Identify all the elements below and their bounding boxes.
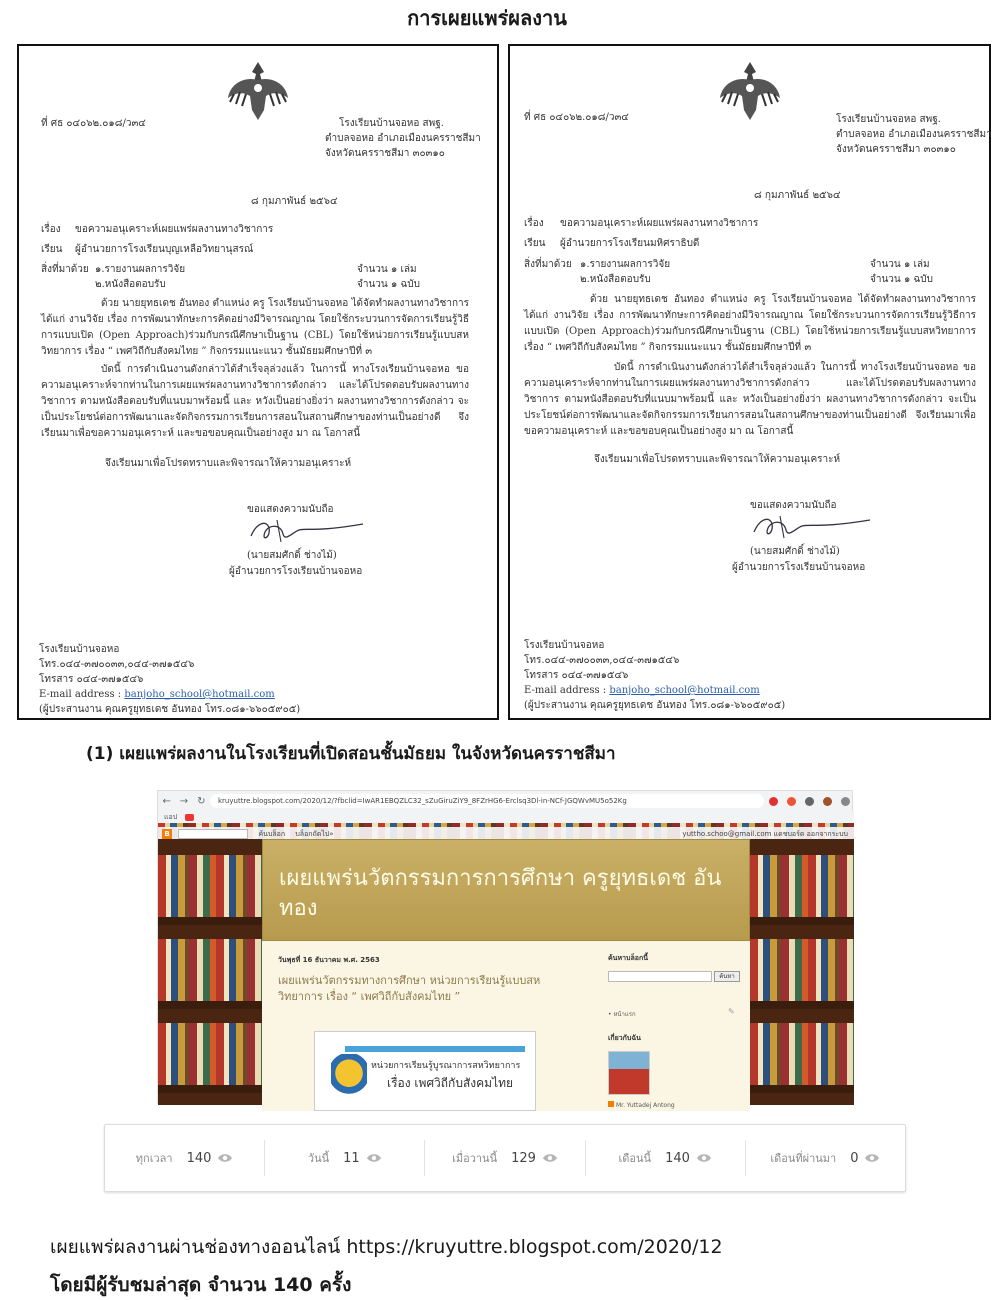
eye-icon <box>864 1153 880 1163</box>
post-image[interactable] <box>314 1031 536 1111</box>
enclosure-1: ๑.รายงานผลการวิจัย <box>580 259 671 270</box>
subject-label: เรื่อง <box>41 224 61 235</box>
body-paragraph-2: บัดนี้ การดำเนินงานดังกล่าวได้สำเร็จลุล่วงแล้ว ในการนี้ ทางโรงเรียนบ้านจอหอ ขอความอนุเคราะห์จากท่านในการเผยแพร่ผลงานทางวิชาการดังกล่าว และได้โปรดตอบรับผลงานทางวิชาการ ตามหนังสือตอบรับที่แนบมาพร้อมนี้ และ หวังเป็นอย่างยิ่งว่า ผลงานทางวิชาการดังกล่าว จะเป็นประโยชน์ต่อการพัฒนาและจัดกิจกรรมการเรียนการสอนในสถานศึกษาของท่านเป็นอย่างดี จึงเรียนมาเพื่อขอความอนุเคราะห์ และขอขอบคุณเป็นอย่างสูง มา ณ โอกาสนี้ <box>41 364 469 439</box>
browser-window <box>157 790 853 1109</box>
subject-label: เรื่อง <box>524 218 544 229</box>
address-bar[interactable]: kruyuttre.blogspot.com/2020/12/?fbclid=IwAR1EBQZLC32_sZuGiruZiY9_8FZrHG6-Erclsq3Dl-in-NCf-JGQWvMU5o52Kg <box>210 794 764 808</box>
signer-title: ผู้อำนวยการโรงเรียนบ้านจอหอ <box>732 562 866 573</box>
garuda-emblem-icon <box>716 58 784 126</box>
closing: ขอแสดงความนับถือ <box>247 504 334 515</box>
enclosure-1: ๑.รายงานผลการวิจัย <box>95 264 186 275</box>
post-date: วันพุธที่ 16 ธันวาคม พ.ศ. 2563 <box>278 956 380 964</box>
footer-fax: โทรสาร ๐๔๔-๓๗๑๕๔๖ <box>39 674 144 685</box>
bookshelf-left <box>158 839 262 1105</box>
stat-value: 140 <box>186 1150 212 1166</box>
stat-value: 0 <box>850 1150 859 1166</box>
stat-value: 129 <box>511 1150 536 1166</box>
eye-icon <box>217 1153 233 1163</box>
blog-title[interactable]: เผยแพร่นวัตกรรมการการศึกษา ครูยุทธเดช อันทอง <box>279 866 722 921</box>
to-label: เรียน <box>41 244 63 255</box>
footer-tel: โทร.๐๔๔-๓๗๐๐๓๓,๐๔๔-๓๗๑๕๔๖ <box>39 659 195 670</box>
post-title[interactable]: เผยแพร่นวัตกรรมทางการศึกษา หน่วยการเรียนรู้แบบสหวิทยาการ เรื่อง “ เพศวิถีกับสังคมไทย ” <box>278 974 541 1003</box>
menu-dots-icon[interactable] <box>841 797 850 806</box>
footer-view-count: โดยมีผู้รับชมล่าสุด จำนวน 140 ครั้ง <box>50 1274 352 1296</box>
blogger-dashboard-link[interactable]: แดชบอร์ด <box>773 830 805 838</box>
body-paragraph-3: จึงเรียนมาเพื่อโปรดทราบและพิจารณาให้ความอนุเคราะห์ <box>594 454 841 465</box>
blog-header <box>262 839 750 941</box>
blogger-search-button[interactable]: ค้นบล็อก <box>258 830 286 838</box>
footer-tel: โทร.๐๔๔-๓๗๐๐๓๓,๐๔๔-๓๗๑๕๔๖ <box>524 655 680 666</box>
reload-icon[interactable]: ↻ <box>197 795 206 807</box>
footer-email-link[interactable]: banjoho_school@hotmail.com <box>609 685 760 696</box>
blogger-search-input[interactable] <box>178 829 248 839</box>
browser-nav <box>158 796 210 807</box>
blogger-logout-link[interactable]: ออกจากระบบ <box>806 830 848 838</box>
stat-yesterday <box>425 1140 585 1176</box>
blog-body <box>262 941 750 1111</box>
profile-avatar-icon[interactable] <box>823 797 832 806</box>
subject-text: ขอความอนุเคราะห์เผยแพร่ผลงานทางวิชาการ <box>560 218 759 229</box>
blogger-logo-icon[interactable]: B <box>162 829 172 839</box>
bookshelf-right <box>750 839 854 1105</box>
bookmarks-bar <box>158 811 854 823</box>
enclosure-1-qty: จำนวน ๑ เล่ม <box>870 259 930 270</box>
wrench-icon[interactable]: ✎ <box>728 1007 735 1016</box>
post-image-line-1: หน่วยการเรียนรู้บูรณาการสหวิทยาการ <box>371 1061 521 1071</box>
body-paragraph-2: บัดนี้ การดำเนินงานดังกล่าวได้สำเร็จลุล่วงแล้ว ในการนี้ ทางโรงเรียนบ้านจอหอ ขอความอนุเคราะห์จากท่านในการเผยแพร่ผลงานทางวิชาการดังกล่าว และได้โปรดตอบรับผลงานทางวิชาการ ตามหนังสือตอบรับที่แนบมาพร้อมนี้ และ หวังเป็นอย่างยิ่งว่า ผลงานทางวิชาการดังกล่าว จะเป็นประโยชน์ต่อการพัฒนาและจัดกิจกรรมการเรียนการสอนในสถานศึกษาของท่านเป็นอย่างดี จึงเรียนมาเพื่อขอความอนุเคราะห์ และขอขอบคุณเป็นอย่างสูง มา ณ โอกาสนี้ <box>524 362 976 437</box>
signer-name: (นายสมศักดิ์ ช่างไม้) <box>750 546 840 557</box>
sidebar-search-input[interactable] <box>608 971 712 982</box>
stat-label: วันนี้ <box>307 1152 330 1165</box>
stat-all-time <box>105 1140 265 1176</box>
forward-icon[interactable]: → <box>179 795 189 807</box>
blog-viewport <box>158 823 854 1109</box>
caption-distribution-schools: (1) เผยแพร่ผลงานในโรงเรียนที่เปิดสอนชั้นมัธยม ในจังหวัดนครราชสีมา <box>86 744 616 764</box>
sidebar-profile-name[interactable]: Mr. Yuttadej Antong <box>608 1101 675 1109</box>
footer-coordinator: (ผู้ประสานงาน คุณครูยุทธเดช อันทอง โทร.๐๘๑-๖๖๐๕๙๐๕) <box>39 704 301 715</box>
eye-icon <box>366 1153 382 1163</box>
school-district: ตำบลจอหอ อำเภอเมืองนครราชสีมา <box>325 133 481 144</box>
footer-school: โรงเรียนบ้านจอหอ <box>524 640 605 651</box>
footer-email-row <box>39 687 275 702</box>
extension-icon[interactable] <box>787 797 796 806</box>
footer-coordinator: (ผู้ประสานงาน คุณครูยุทธเดช อันทอง โทร.๐๘๑-๖๖๐๕๙๐๕) <box>524 700 786 711</box>
profile-avatar[interactable] <box>608 1051 650 1095</box>
stat-label: เดือนที่ผ่านมา <box>770 1152 837 1165</box>
sidebar-search-button[interactable]: ค้นหา <box>714 971 740 982</box>
to-text: ผู้อำนวยการโรงเรียนมหิศราธิบดี <box>560 238 700 249</box>
enclosure-2-qty: จำนวน ๑ ฉบับ <box>870 274 933 285</box>
eye-icon <box>696 1153 712 1163</box>
signer-title: ผู้อำนวยการโรงเรียนบ้านจอหอ <box>229 566 363 577</box>
letter-date: ๘ กุมภาพันธ์ ๒๕๖๔ <box>754 190 841 201</box>
page-heading: การเผยแพร่ผลงาน <box>407 6 567 30</box>
sidebar-about-heading: เกี่ยวกับฉัน <box>608 1034 641 1042</box>
footer-online-channel: เผยแพร่ผลงานผ่านช่องทางออนไลน์ https://kruyuttre.blogspot.com/2020/12 <box>50 1236 723 1258</box>
school-name: โรงเรียนบ้านจอหอ สพฐ. <box>339 118 444 129</box>
body-paragraph-1: ด้วย นายยุทธเดช อันทอง ตำแหน่ง ครู โรงเรียนบ้านจอหอ ได้จัดทำผลงานทางวิชาการ ได้แก่ งานวิจัย เรื่อง การพัฒนาทักษะการคิดอย่างมีวิจารณญาณ โดยใช้กระบวนการจัดการเรียนรู้วิธีการแบบเปิด (Open Approach)ร่วมกับกรณีศึกษาเป็นฐาน (CBL) โดยใช้หน่วยการเรียนรู้แบบสหวิทยาการ เรื่อง “ เพศวิถีกับสังคมไทย ” กิจกรรมแนะแนว ชั้นมัธยมศึกษาปีที่ ๓ <box>41 298 469 357</box>
blog-sidebar <box>600 941 750 1111</box>
closing: ขอแสดงความนับถือ <box>750 500 837 511</box>
eye-icon <box>542 1153 558 1163</box>
school-name: โรงเรียนบ้านจอหอ สพฐ. <box>836 114 941 125</box>
stat-this-month <box>586 1140 746 1176</box>
browser-extensions <box>764 797 854 806</box>
letter-left <box>17 44 499 720</box>
stat-value: 11 <box>343 1150 360 1166</box>
enclosure-2: ๒.หนังสือตอบรับ <box>95 279 166 290</box>
footer-school: โรงเรียนบ้านจอหอ <box>39 644 120 655</box>
stat-last-month <box>746 1140 905 1176</box>
youtube-icon[interactable] <box>185 814 194 821</box>
garuda-emblem-icon <box>224 58 292 126</box>
to-label: เรียน <box>524 238 546 249</box>
doc-number: ที่ ศธ ๐๔๐๖๒.๐๑๘/ว๓๔ <box>524 112 629 123</box>
subject-text: ขอความอนุเคราะห์เผยแพร่ผลงานทางวิชาการ <box>75 224 274 235</box>
enclosure-label: สิ่งที่มาด้วย <box>41 264 89 275</box>
footer-fax: โทรสาร ๐๔๔-๓๗๑๕๔๖ <box>524 670 629 681</box>
blogger-next-blog[interactable]: บล็อกถัดไป» <box>295 830 334 838</box>
puzzle-icon[interactable] <box>805 797 814 806</box>
footer-email-label: E-mail address : <box>39 689 122 700</box>
stat-label: ทุกเวลา <box>135 1152 173 1165</box>
apps-bookmark[interactable]: แอป <box>164 813 178 821</box>
body-paragraph-3: จึงเรียนมาเพื่อโปรดทราบและพิจารณาให้ความอนุเคราะห์ <box>105 458 352 469</box>
sidebar-search-heading: ค้นหาบล็อกนี้ <box>608 954 648 962</box>
stat-label: เมื่อวานนี้ <box>452 1152 498 1165</box>
view-stats-bar <box>104 1124 906 1192</box>
back-icon[interactable]: ← <box>162 795 171 807</box>
stat-label: เดือนนี้ <box>618 1152 652 1165</box>
footer-email-label: E-mail address : <box>524 685 607 696</box>
signature-icon <box>750 510 874 542</box>
signature-icon <box>247 514 367 546</box>
school-province: จังหวัดนครราชสีมา ๓๐๓๑๐ <box>325 148 445 159</box>
school-province: จังหวัดนครราชสีมา ๓๐๓๑๐ <box>836 144 956 155</box>
school-seal-icon <box>331 1054 367 1102</box>
browser-address-row <box>158 791 854 811</box>
post-image-line-2: เรื่อง เพศวิถีกับสังคมไทย <box>387 1076 514 1090</box>
stat-value: 140 <box>665 1150 690 1166</box>
doc-number: ที่ ศธ ๐๔๐๖๒.๐๑๘/ว๓๔ <box>41 118 146 129</box>
letter-date: ๘ กุมภาพันธ์ ๒๕๖๔ <box>251 196 338 207</box>
enclosure-label: สิ่งที่มาด้วย <box>524 259 572 270</box>
school-district: ตำบลจอหอ อำเภอเมืองนครราชสีมา <box>836 129 992 140</box>
signer-name: (นายสมศักดิ์ ช่างไม้) <box>247 550 337 561</box>
stat-today <box>265 1140 425 1176</box>
sidebar-home-link[interactable]: • หน้าแรก <box>608 1011 636 1018</box>
body-paragraph-1: ด้วย นายยุทธเดช อันทอง ตำแหน่ง ครู โรงเรียนบ้านจอหอ ได้จัดทำผลงานทางวิชาการ ได้แก่ งานวิจัย เรื่อง การพัฒนาทักษะการคิดอย่างมีวิจารณญาณ โดยใช้กระบวนการจัดการเรียนรู้วิธีการแบบเปิด (Open Approach)ร่วมกับกรณีศึกษาเป็นฐาน (CBL) โดยใช้หน่วยการเรียนรู้แบบสหวิทยาการ เรื่อง “ เพศวิถีกับสังคมไทย ” กิจกรรมแนะแนว ชั้นมัธยมศึกษาปีที่ ๓ <box>524 294 976 353</box>
enclosure-2: ๒.หนังสือตอบรับ <box>580 274 651 285</box>
blogger-user: yuttho.schoo@gmail.com <box>682 830 772 838</box>
letter-right <box>508 44 991 720</box>
extension-icon[interactable] <box>769 797 778 806</box>
footer-email-link[interactable]: banjoho_school@hotmail.com <box>124 689 275 700</box>
footer-email-row <box>524 683 760 698</box>
enclosure-1-qty: จำนวน ๑ เล่ม <box>357 264 417 275</box>
enclosure-2-qty: จำนวน ๑ ฉบับ <box>357 279 420 290</box>
to-text: ผู้อำนวยการโรงเรียนบุญเหลือวิทยานุสรณ์ <box>75 244 254 255</box>
